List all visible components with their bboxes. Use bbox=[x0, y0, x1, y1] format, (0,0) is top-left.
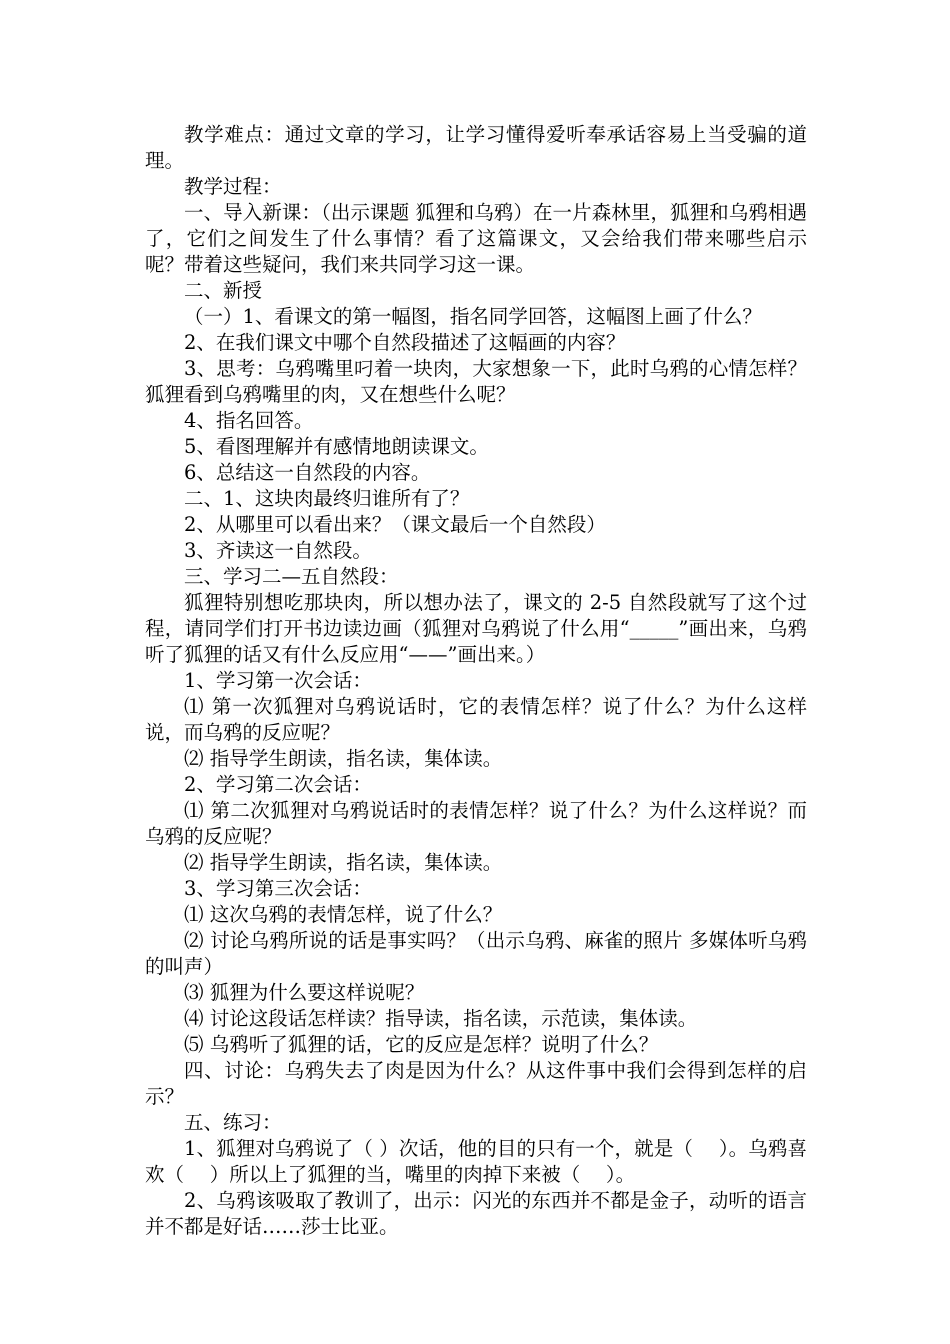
list-item: ⑵ 讨论乌鸦所说的话是事实吗？（出示乌鸦、麻雀的照片 多媒体听乌鸦的叫声） bbox=[145, 929, 807, 978]
list-item: 二、1、这块肉最终归谁所有了？ bbox=[184, 487, 470, 510]
list-item: ⑴ 这次乌鸦的表情怎样，说了什么？ bbox=[184, 903, 503, 926]
list-item: 1、学习第一次会话： bbox=[184, 669, 372, 692]
list-item: ⑵ 指导学生朗读，指名读，集体读。 bbox=[184, 851, 503, 874]
paragraph: 狐狸特别想吃那块肉，所以想办法了，课文的 2-5 自然段就写了这个过程，请同学们打开书边读边画（狐狸对乌鸦说了什么用“_____”画出来，乌鸦听了狐狸的话又有什么反应用“——”画出来。） bbox=[145, 591, 807, 666]
list-item: ⑸ 乌鸦听了狐狸的话，它的反应是怎样？说明了什么？ bbox=[184, 1033, 659, 1056]
section-exercise-heading: 五、练习： bbox=[184, 1111, 282, 1134]
exercise-item: 2、乌鸦该吸取了教训了，出示：闪光的东西并不都是金子，动听的语言并不都是好话……莎士比亚。 bbox=[145, 1189, 807, 1238]
list-item: 3、思考：乌鸦嘴里叼着一块肉，大家想象一下，此时乌鸦的心情怎样？狐狸看到乌鸦嘴里的肉，又在想些什么呢？ bbox=[145, 357, 807, 406]
list-item: 3、齐读这一自然段。 bbox=[184, 539, 372, 562]
list-item: 2、在我们课文中哪个自然段描述了这幅画的内容？ bbox=[184, 331, 626, 354]
list-item: 5、看图理解并有感情地朗读课文。 bbox=[184, 435, 489, 458]
list-item: 4、指名回答。 bbox=[184, 409, 314, 432]
list-item: 3、学习第三次会话： bbox=[184, 877, 372, 900]
list-item: ⑴ 第一次狐狸对乌鸦说话时，它的表情怎样？说了什么？为什么这样说，而乌鸦的反应呢？ bbox=[145, 695, 807, 744]
teaching-difficulty: 教学难点：通过文章的学习，让学习懂得爱听奉承话容易上当受骗的道理。 bbox=[145, 123, 807, 172]
section-new-lesson-heading: 二、新授 bbox=[184, 279, 263, 302]
list-item: （一）1、看课文的第一幅图，指名同学回答，这幅图上画了什么？ bbox=[184, 305, 762, 328]
list-item: ⑵ 指导学生朗读，指名读，集体读。 bbox=[184, 747, 503, 770]
section-discussion: 四、讨论：乌鸦失去了肉是因为什么？从这件事中我们会得到怎样的启示？ bbox=[145, 1059, 807, 1108]
list-item: 6、总结这一自然段的内容。 bbox=[184, 461, 431, 484]
list-item: ⑷ 讨论这段话怎样读？指导读，指名读，示范读，集体读。 bbox=[184, 1007, 698, 1030]
list-item: ⑴ 第二次狐狸对乌鸦说话时的表情怎样？说了什么？为什么这样说？而乌鸦的反应呢？ bbox=[145, 799, 807, 848]
teaching-process-heading: 教学过程： bbox=[184, 175, 282, 198]
document-body bbox=[145, 122, 807, 1240]
list-item: 2、从哪里可以看出来？（课文最后一个自然段） bbox=[184, 513, 606, 536]
section-heading: 三、学习二—五自然段： bbox=[184, 565, 399, 588]
exercise-item: 1、狐狸对乌鸦说了（ ）次话，他的目的只有一个，就是（ ）。乌鸦喜欢（ ）所以上了狐狸的当，嘴里的肉掉下来被（ ）。 bbox=[145, 1137, 807, 1186]
section-intro: 一、导入新课：（出示课题 狐狸和乌鸦）在一片森林里，狐狸和乌鸦相遇了，它们之间发生了什么事情？看了这篇课文，又会给我们带来哪些启示呢？带着这些疑问，我们来共同学习这一课。 bbox=[145, 201, 807, 276]
list-item: ⑶ 狐狸为什么要这样说呢？ bbox=[184, 981, 425, 1004]
list-item: 2、学习第二次会话： bbox=[184, 773, 372, 796]
